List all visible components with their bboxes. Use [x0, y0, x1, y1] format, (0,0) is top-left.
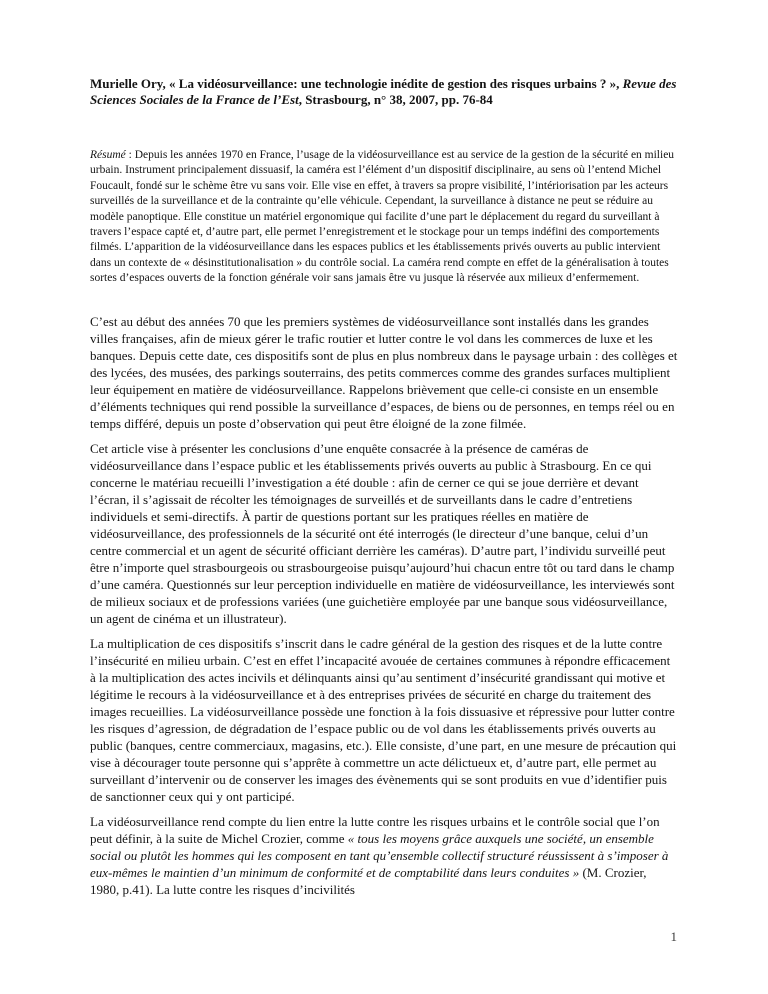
abstract-label: Résumé [90, 149, 126, 161]
crozier-quote: « tous les moyens grâce auxquels une société, un ensemble social ou plutôt les hommes qui les composent en tant qu’ensemble collectif structuré réussissent à s’imposer à eux-mêmes le maintien d’un minimum de conformité et de comptabilité dans leurs conduites » [90, 830, 669, 880]
abstract-text: : Depuis les années 1970 en France, l’usage de la vidéosurveillance est au service de la gestion de la sécurité en milieu urbain. Instrument principalement dissuasif, la caméra est l’élément d’un dispositif disciplinaire, au sens où l’entend Michel Foucault, fondé sur le schème être vu sans voir. Elle vise en effet, à travers sa propre visibilité, l’intériorisation par les acteurs surveillés de la surveillance et de la contrainte qu’elle véhicule. Cependant, la surveillance à distance ne peut se réduire au modèle panoptique. Elle constitue un matériel ergonomique qui facilite d’une part le déplacement du regard du surveillant à travers l’espace capté et, d’autre part, elle permet l’enregistrement et le stockage pour un temps indéfini des comportements filmés. L’apparition de la vidéosurveillance dans les espaces publics et les établissements privés ouverts au public intervient dans un contexte de « désinstitutionalisation » du contrôle social. La caméra rend compte en effet de la généralisation à toutes sortes d’espaces ouverts de la fonction générale voir sans jamais être vu jusque là réservée aux milieux d’enfermement. [90, 149, 675, 285]
paragraph-4 [90, 813, 679, 898]
paragraph-1: C’est au début des années 70 que les premiers systèmes de vidéosurveillance sont installés dans les grandes villes françaises, afin de mieux gérer le trafic routier et lutter contre le vol dans les commerces de luxe et les banques. Depuis cette date, ces dispositifs sont de plus en plus nombreux dans le paysage urbain : des collèges et des lycées, des musées, des parkings souterrains, des petits commerces comme des grandes surfaces multiplient leur équipement en matière de vidéosurveillance. Rappelons brièvement que celle-ci consiste en un ensemble d’éléments techniques qui rend possible la surveillance d’espaces, de biens ou de personnes, en temps réel ou en temps différé, depuis un poste d’observation qui peut être éloigné de la zone filmée. [90, 313, 678, 431]
journal-name: Revue des Sciences Sociales de la France de l’Est [90, 76, 677, 107]
paper-title-reference: , Strasbourg, n° 38, 2007, pp. 76-84 [298, 92, 493, 107]
paragraph-2: Cet article vise à présenter les conclusions d’une enquête consacrée à la présence de caméras de vidéosurveillance dans l’espace public et les établissements privés ouverts au public à Strasbourg. En ce qui concerne le matériau recueilli l’investigation a été double : afin de cerner ce qui se joue derrière et devant l’écran, il s’agissait de récolter les témoignages de surveillés et de surveillants dans le cadre d’entretiens individuels et semi-directifs. À partir de questions portant sur les pratiques réelles en matière de vidéosurveillance, des professionnels de la sécurité ont été interrogés (le directeur d’une banque, celui d’un centre commercial et un agent de sécurité officiant derrière les caméras). D’autre part, l’individu surveillé peut être n’importe quel strasbourgeois ou strasbourgeoise puisqu’aujourd’hui chacun entre tôt ou tard dans le champ d’une caméra. Questionnés sur leur perception individuelle en matière de vidéosurveillance, les interviewés sont de milieux sociaux et de professions variées (une guichetière employée par une banque sous vidéosurveillance, un agent de cinéma et un illustrateur). [90, 440, 675, 626]
paper-title-text: Murielle Ory, « La vidéosurveillance: une technologie inédite de gestion des risques urbains ? », [90, 76, 623, 91]
paragraph-4-text-before-quote: La vidéosurveillance rend compte du lien entre la lutte contre les risques urbains et le contrôle social que l’on peut définir, à la suite de Michel Crozier, comme [90, 813, 660, 846]
paragraph-4-text-after-quote: (M. Crozier, 1980, p.41). La lutte contre les risques d’incivilités [90, 864, 647, 897]
page-number: 1 [670, 929, 677, 944]
paper-title [90, 76, 679, 108]
paragraph-3: La multiplication de ces dispositifs s’inscrit dans le cadre général de la gestion des risques et de la lutte contre l’insécurité en milieu urbain. C’est en effet l’incapacité avouée de certaines communes à répondre efficacement à la multiplication des actes incivils et délinquants ainsi qu’au sentiment d’insécurité grandissant qui motive et légitime le recours à la vidéosurveillance et à des entreprises privées de sécurité en charge du traitement des images recueillies. La vidéosurveillance possède une fonction à la fois dissuasive et répressive pour lutter contre les risques d’agression, de dégradation de l’espace public ou de vol dans les établissements privés ouverts au public (banques, centre commerciaux, magasins, etc.). Elle consiste, d’une part, en une mesure de précaution qui vise à décourager toute personne qui s’apprête à commettre un acte délictueux et, d’autre part, elle permet au surveillant d’intervenir ou de conserver les images des évènements qui se sont produits en vue d’identifier puis de sanctionner ceux qui y ont participé. [90, 635, 677, 804]
abstract [90, 148, 679, 287]
